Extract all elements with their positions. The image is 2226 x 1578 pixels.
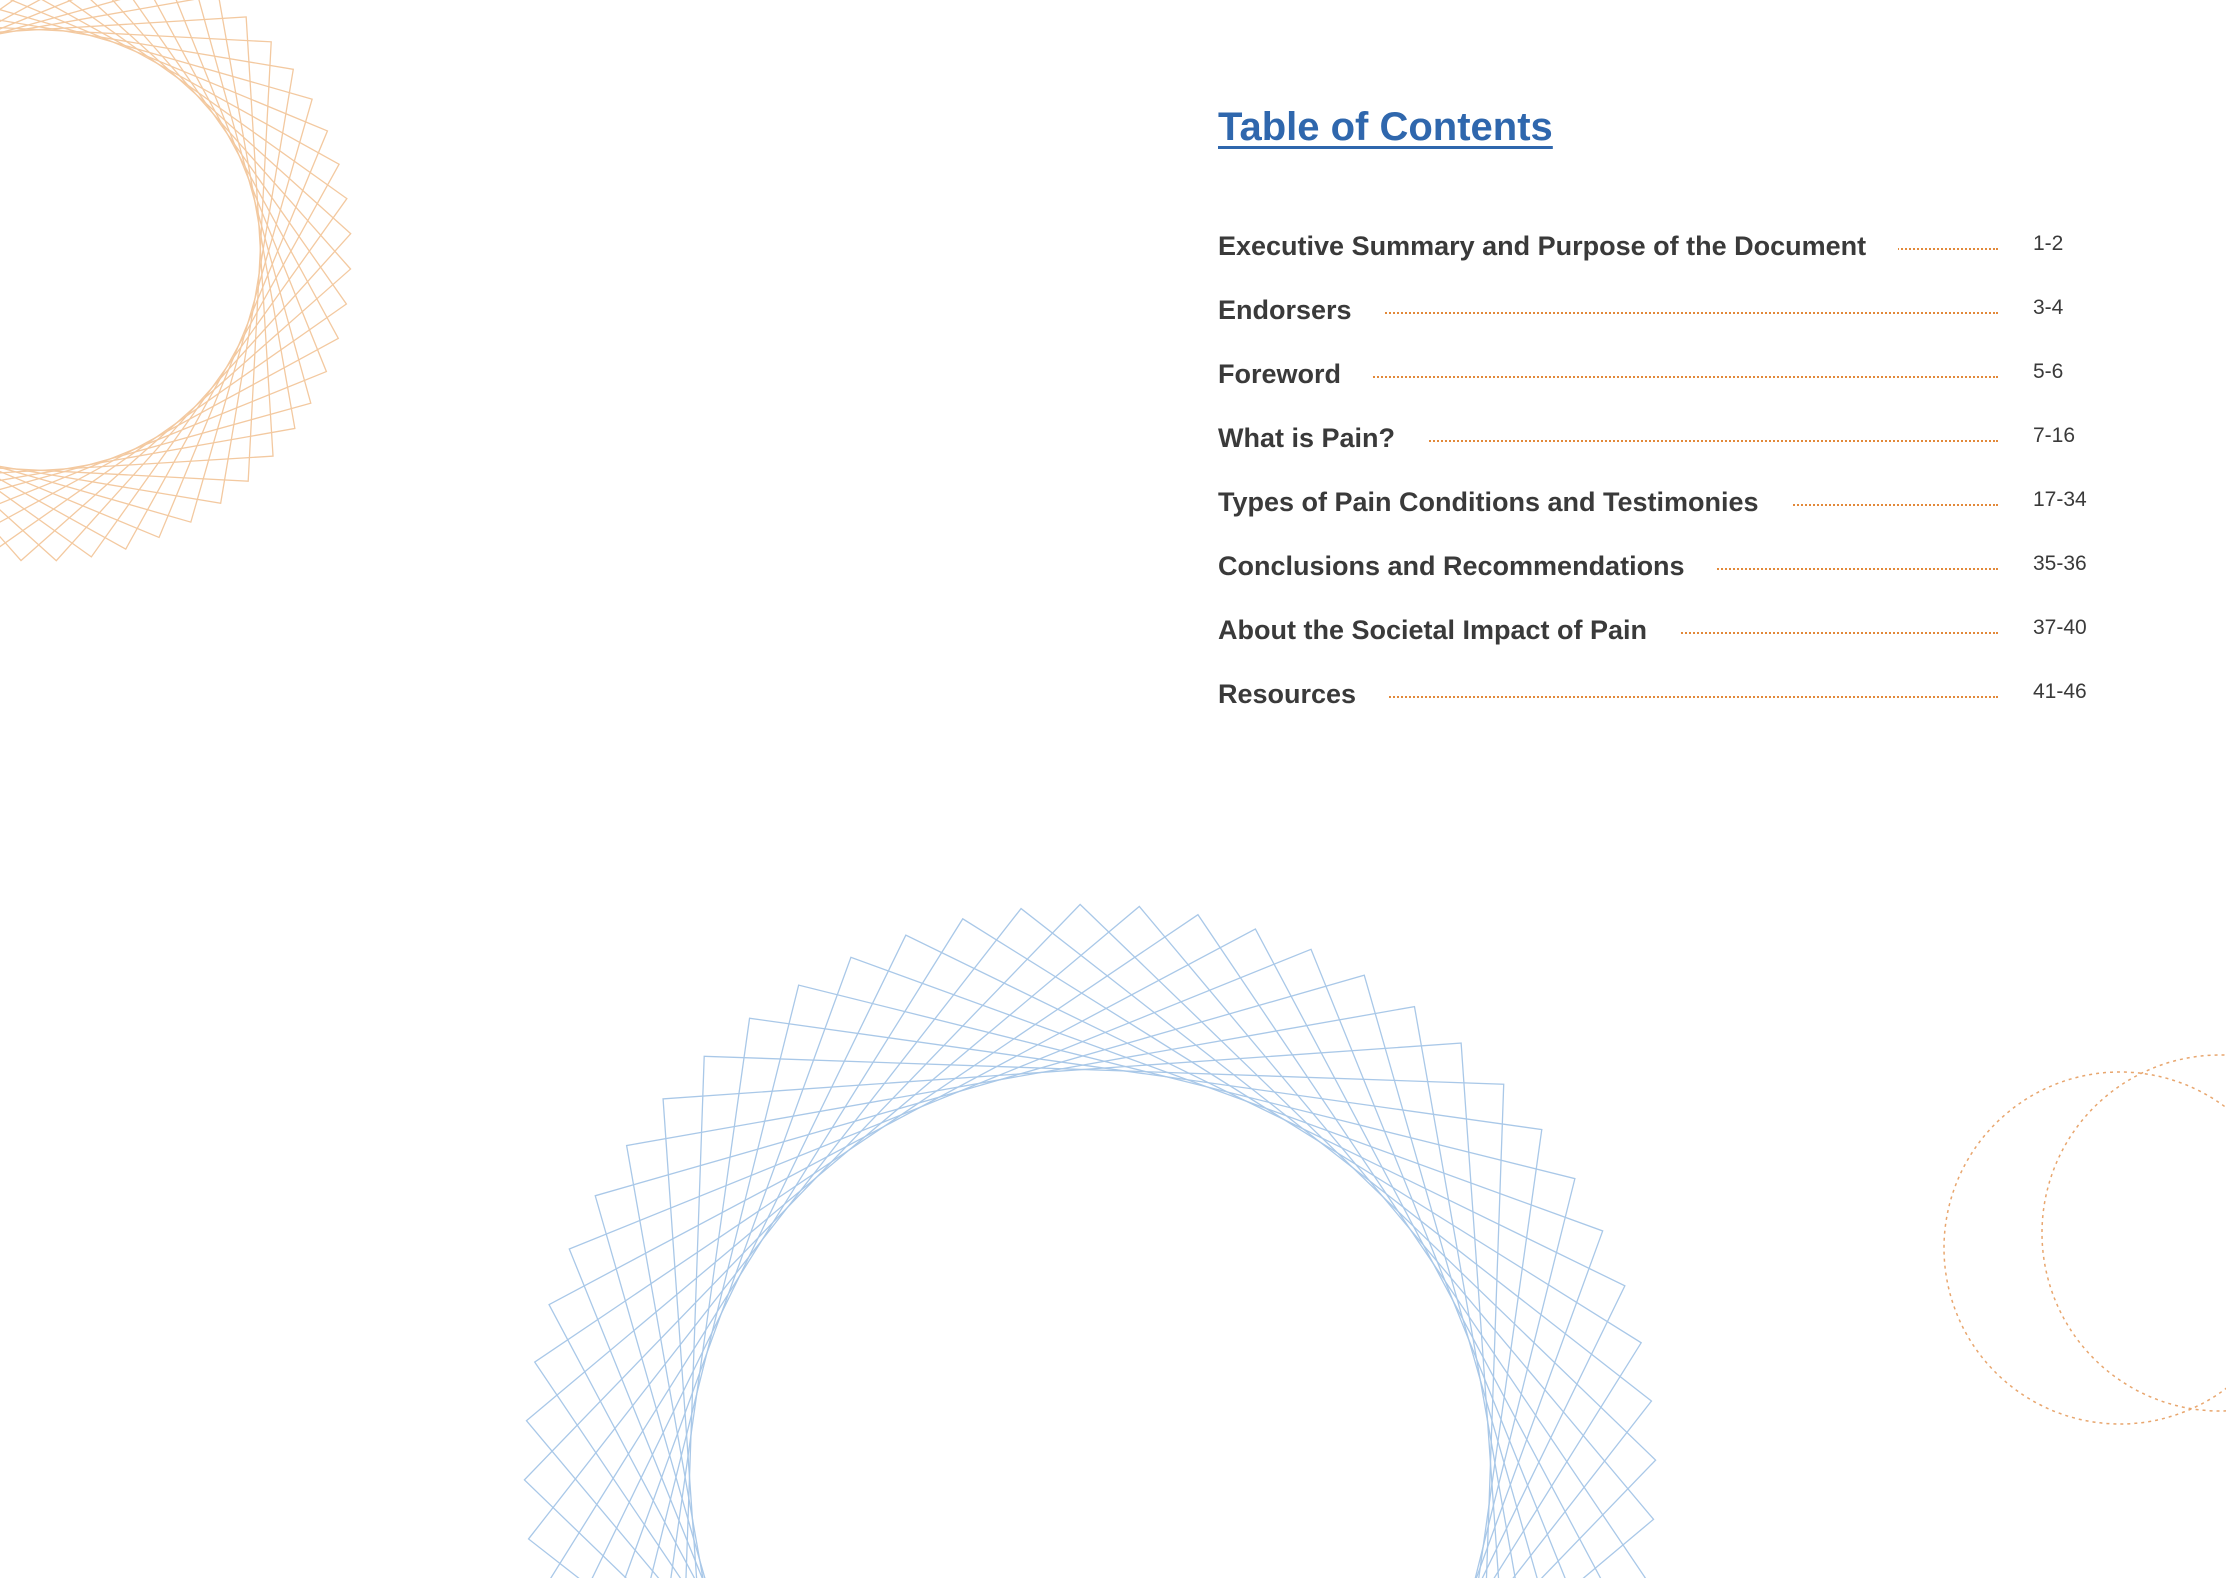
orange-square-outline [0,0,339,549]
toc-entry[interactable] [1218,484,2118,548]
orange-square-outline [0,17,273,483]
toc-entry[interactable] [1218,356,2118,420]
orange-square-outline [0,0,351,561]
toc-entry-label: Resources [1218,676,1388,712]
toc-entry-pages: 1-2 [2033,232,2064,255]
orange-square-outline [0,0,311,521]
orange-square-outline [0,19,271,481]
toc-entry[interactable] [1218,228,2118,292]
blue-square-outline [535,915,1646,1578]
toc-entry-label: Types of Pain Conditions and Testimonies [1218,484,1791,520]
blue-square-outline [526,906,1653,1578]
orange-square-outline [0,0,346,556]
orange-square-outline [0,0,347,557]
blue-square-outline [549,929,1631,1578]
orange-square-outline [0,0,327,537]
toc-entry[interactable] [1218,612,2118,676]
toc-entry[interactable] [1218,292,2118,356]
toc-entry-label: Executive Summary and Purpose of the Document [1218,228,1898,264]
toc-entry-pages: 3-4 [2033,296,2064,319]
blue-square-outline [638,1018,1542,1578]
toc-entry-label: Endorsers [1218,292,1384,328]
toc-entry-label: Conclusions and Recommendations [1218,548,1717,584]
toc-entry-pages: 5-6 [2033,360,2064,383]
toc-entry-pages: 37-40 [2033,616,2087,639]
toc-entry-pages: 7-16 [2033,424,2076,447]
blue-square-outline [524,904,1655,1578]
toc-entry[interactable] [1218,548,2118,612]
orange-square-outline [0,0,351,561]
page-title[interactable]: Table of Contents [1218,105,1553,149]
blue-square-outline [605,985,1575,1578]
dotted-circles-decoration [1944,1055,2226,1424]
toc-entry[interactable] [1218,420,2118,484]
blue-rotated-squares-decoration [524,904,1655,1578]
blue-square-outline [577,957,1602,1578]
toc-entry-label: What is Pain? [1218,420,1427,456]
toc-entry-label: About the Societal Impact of Pain [1218,612,1679,648]
toc-entry-label: Foreword [1218,356,1373,392]
toc-entry-pages: 41-46 [2033,680,2087,703]
orange-rotated-squares-decoration [0,0,351,561]
blue-square-outline [676,1056,1503,1578]
toc-entry[interactable] [1218,676,2118,740]
toc-entry-pages: 35-36 [2033,552,2087,575]
dotted-circle-right [2042,1055,2226,1411]
toc-entry-pages: 17-34 [2033,488,2087,511]
orange-square-outline [0,0,312,522]
dotted-circle-left [1944,1072,2226,1424]
table-of-contents [1218,228,2118,740]
